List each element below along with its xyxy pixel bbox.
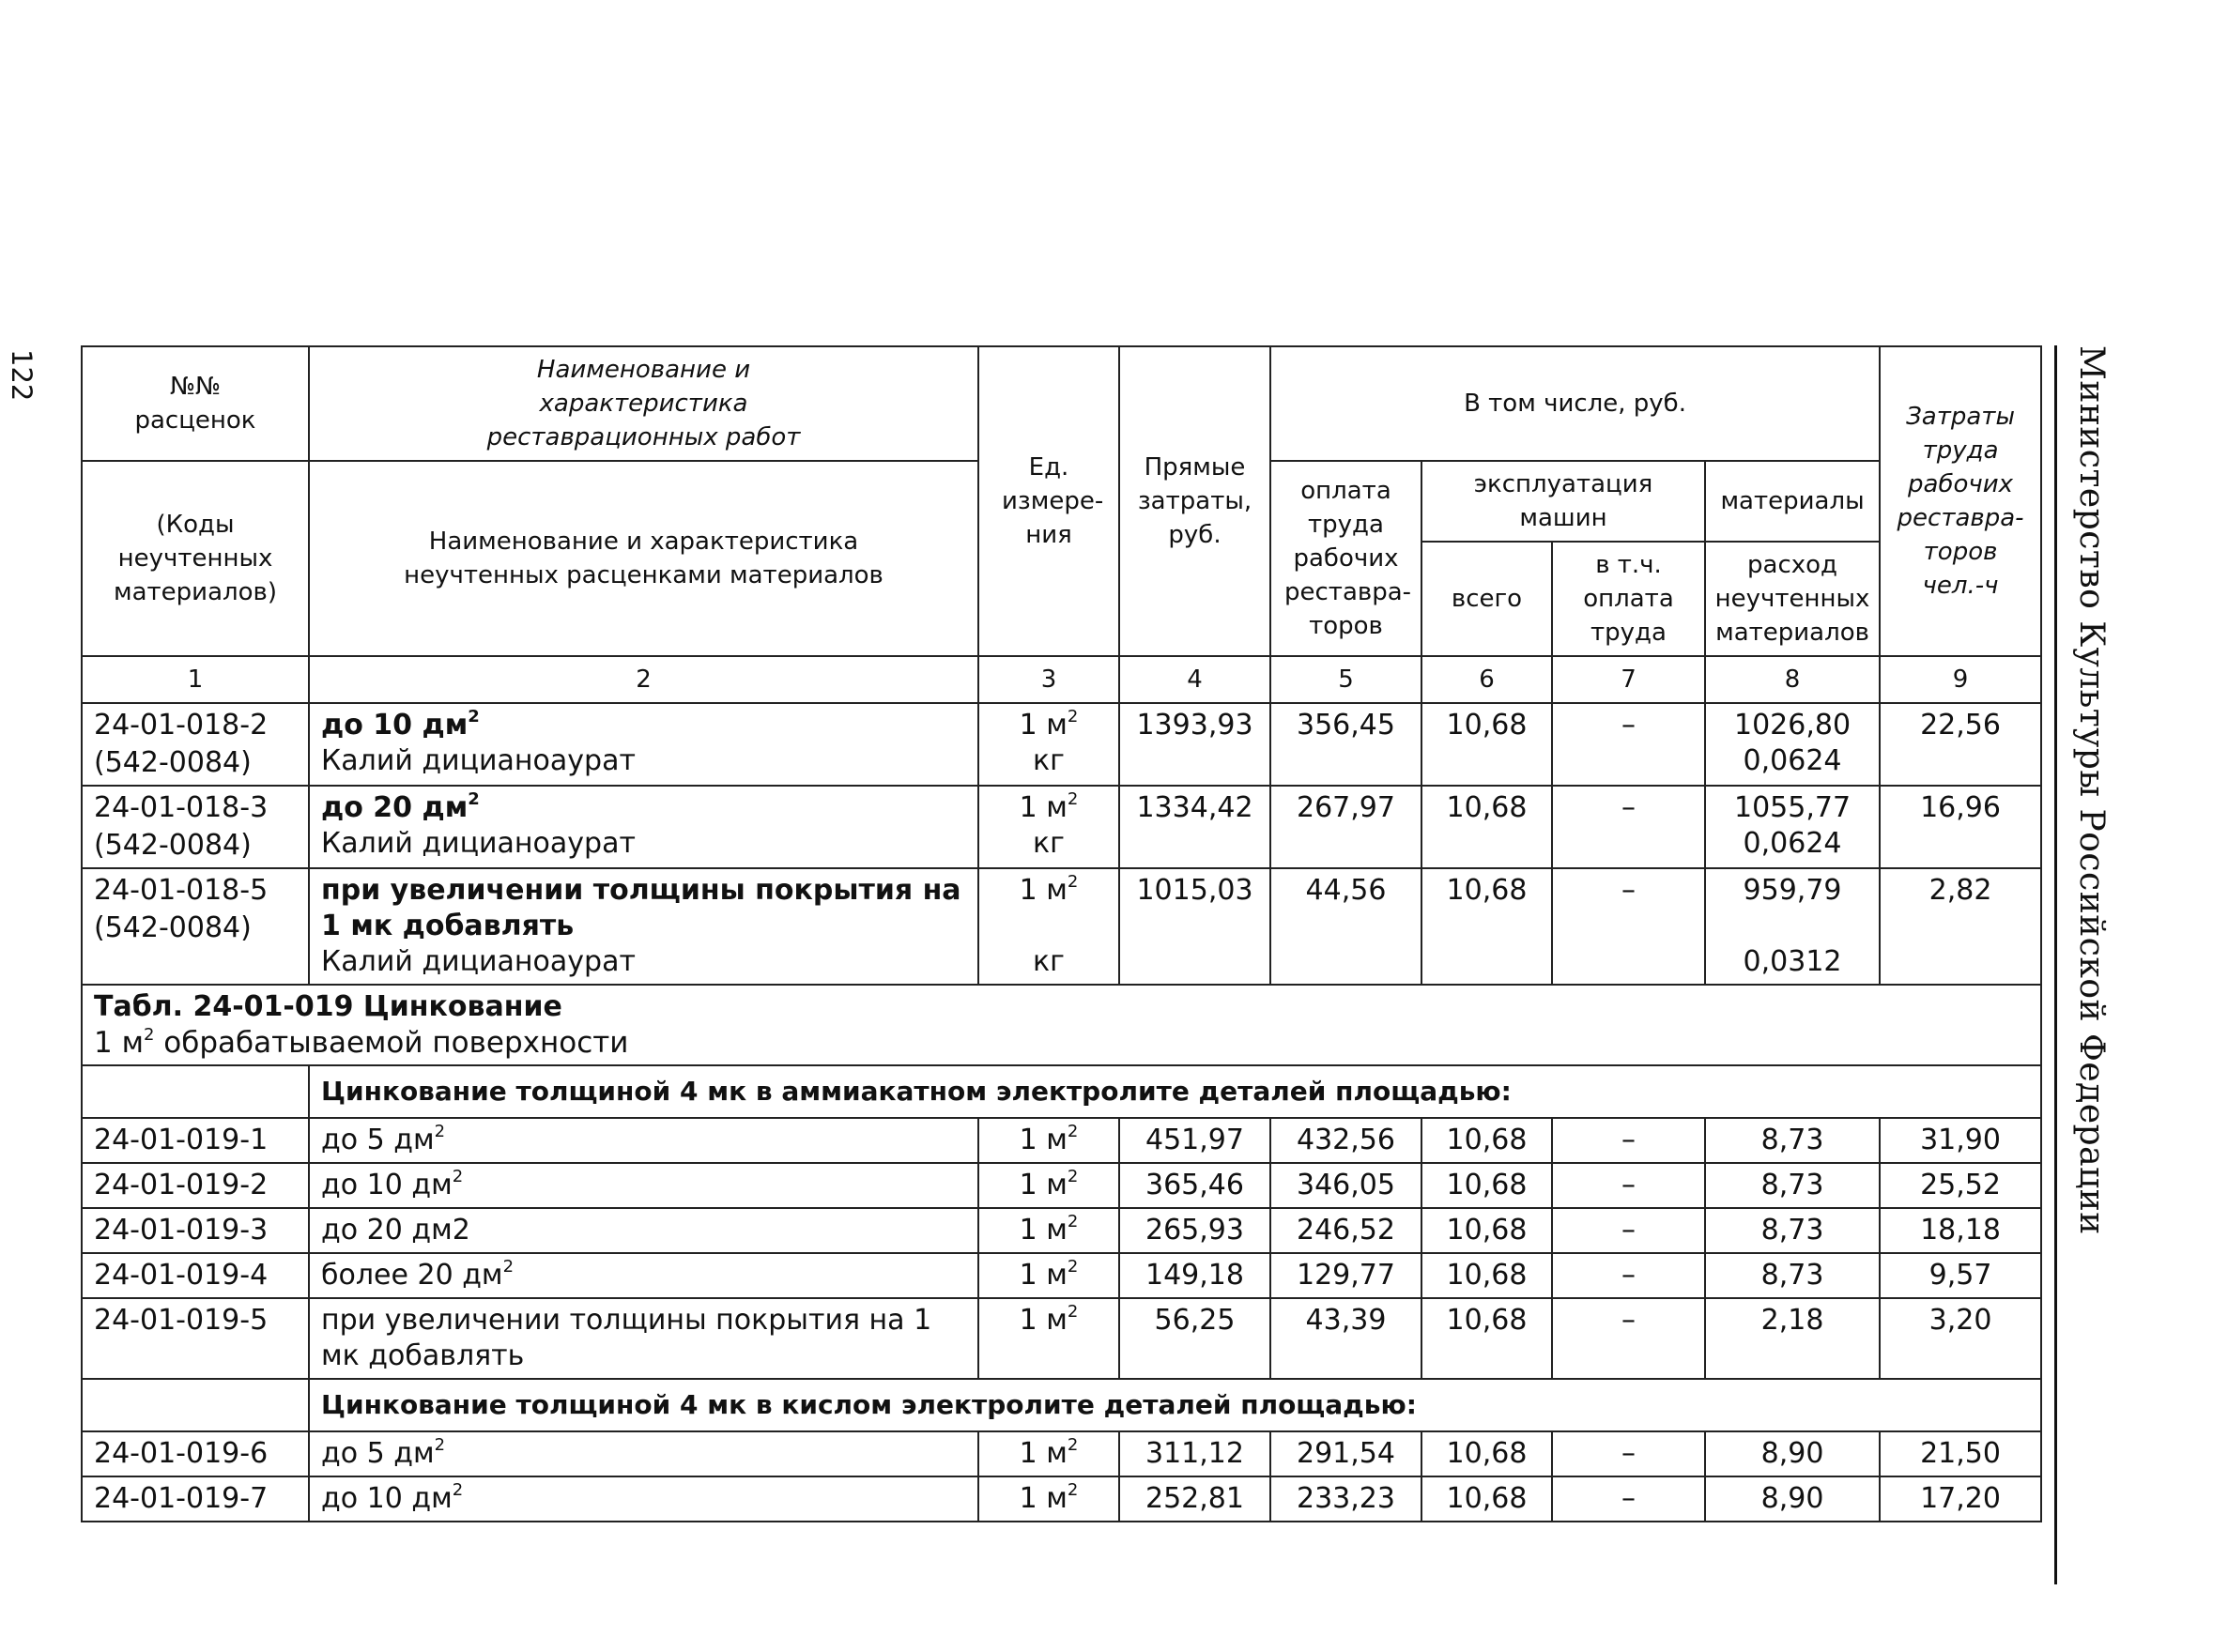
header-machines-labor: в т.ч. оплата труда (1552, 542, 1705, 656)
direct-costs: 1334,42 (1119, 786, 1270, 868)
machines-labor: – (1552, 1476, 1705, 1522)
machines-total: 10,68 (1421, 786, 1552, 868)
machines-labor: – (1552, 1431, 1705, 1476)
side-title: Министерство Культуры Российской Федерации (2072, 345, 2111, 1235)
materials: 8,90 (1705, 1431, 1880, 1476)
unit: 1 $м^2$ кг (978, 868, 1119, 985)
rate-code: 24-01-019-5 (82, 1298, 309, 1379)
column-number: 7 (1552, 656, 1705, 703)
rate-code: 24-01-019-3 (82, 1208, 309, 1253)
group-heading-label: Цинкование толщиной 4 мк в кислом электролите деталей площадью: (309, 1379, 2041, 1431)
column-number: 5 (1270, 656, 1421, 703)
work-name: до 5 $дм^2$ (309, 1118, 978, 1163)
column-number: 9 (1880, 656, 2041, 703)
labor-pay: 44,56 (1270, 868, 1421, 985)
table-row (82, 1431, 2041, 1476)
materials: 8,90 (1705, 1476, 1880, 1522)
header-materials-consumption: расход неучтенных материалов (1705, 542, 1880, 656)
direct-costs: 265,93 (1119, 1208, 1270, 1253)
rate-code: 24-01-018-5 (542-0084) (82, 868, 309, 985)
rate-code: 24-01-018-3 (542-0084) (82, 786, 309, 868)
materials: 8,73 (1705, 1253, 1880, 1298)
rate-code: 24-01-019-4 (82, 1253, 309, 1298)
labor-hours: 16,96 (1880, 786, 2041, 868)
header-work-name: Наименование и характеристика реставрационных работ (309, 346, 978, 461)
labor-pay: 291,54 (1270, 1431, 1421, 1476)
table-row (82, 1253, 2041, 1298)
machines-total: 10,68 (1421, 1208, 1552, 1253)
unit: 1 $м^2$ (978, 1476, 1119, 1522)
table-row (82, 868, 2041, 985)
column-number: 3 (978, 656, 1119, 703)
labor-hours: 9,57 (1880, 1253, 2041, 1298)
table-title: Табл. 24-01-019 Цинкование (94, 990, 562, 1023)
header-unit: Ед. измере-ния (978, 346, 1119, 656)
table-row (82, 1163, 2041, 1208)
labor-hours: 25,52 (1880, 1163, 2041, 1208)
table-caption-cell (82, 985, 2041, 1065)
labor-pay: 356,45 (1270, 703, 1421, 786)
empty-cell (82, 1379, 309, 1431)
direct-costs: 365,46 (1119, 1163, 1270, 1208)
column-number: 6 (1421, 656, 1552, 703)
table-row (82, 1298, 2041, 1379)
group-heading (82, 1379, 2041, 1431)
table-row (82, 703, 2041, 786)
unit: 1 $м^2$ (978, 1208, 1119, 1253)
machines-total: 10,68 (1421, 868, 1552, 985)
header-material-name: Наименование и характеристика неучтенных расценками материалов (309, 461, 978, 656)
column-number: 4 (1119, 656, 1270, 703)
unit: 1 $м^2$ (978, 1163, 1119, 1208)
column-number: 2 (309, 656, 978, 703)
work-name: до 10 $дм^2$ Калий дицианоаурат (309, 703, 978, 786)
materials: 8,73 (1705, 1118, 1880, 1163)
header-material-codes: (Коды неучтенных материалов) (82, 461, 309, 656)
machines-total: 10,68 (1421, 1431, 1552, 1476)
machines-labor: – (1552, 868, 1705, 985)
work-name: до 5 $дм^2$ (309, 1431, 978, 1476)
header-materials: материалы (1705, 461, 1880, 542)
rate-code: 24-01-018-2 (542-0084) (82, 703, 309, 786)
labor-hours: 3,20 (1880, 1298, 2041, 1379)
machines-total: 10,68 (1421, 1253, 1552, 1298)
header-direct-costs: Прямые затраты, руб. (1119, 346, 1270, 656)
work-name: более 20 $дм^2$ (309, 1253, 978, 1298)
labor-hours: 2,82 (1880, 868, 2041, 985)
column-number-row (82, 656, 2041, 703)
rate-code: 24-01-019-7 (82, 1476, 309, 1522)
labor-pay: 233,23 (1270, 1476, 1421, 1522)
header-labor-hours: Затраты труда рабочих реставра-торов чел.-ч (1880, 346, 2041, 656)
header-labor-pay: оплата труда рабочих реставра-торов (1270, 461, 1421, 656)
materials: 8,73 (1705, 1163, 1880, 1208)
materials: 959,79 0,0312 (1705, 868, 1880, 985)
labor-pay: 129,77 (1270, 1253, 1421, 1298)
machines-total: 10,68 (1421, 1163, 1552, 1208)
labor-pay: 43,39 (1270, 1298, 1421, 1379)
header-machines: эксплуатация машин (1421, 461, 1705, 542)
labor-hours: 21,50 (1880, 1431, 2041, 1476)
header-code: №№ расценок (82, 346, 309, 461)
work-name: при увеличении толщины покрытия на 1 мк добавлять (309, 1298, 978, 1379)
table-row (82, 1476, 2041, 1522)
materials: 2,18 (1705, 1298, 1880, 1379)
rate-code: 24-01-019-1 (82, 1118, 309, 1163)
unit: 1 $м^2$ кг (978, 786, 1119, 868)
materials: 1026,80 0,0624 (1705, 703, 1880, 786)
table-row (82, 786, 2041, 868)
table-row (82, 1118, 2041, 1163)
labor-hours: 17,20 (1880, 1476, 2041, 1522)
labor-pay: 267,97 (1270, 786, 1421, 868)
machines-labor: – (1552, 1253, 1705, 1298)
table-caption (82, 985, 2041, 1065)
work-name: до 20 $дм^2$ Калий дицианоаурат (309, 786, 978, 868)
side-rule (2054, 345, 2057, 1584)
machines-labor: – (1552, 1298, 1705, 1379)
direct-costs: 451,97 (1119, 1118, 1270, 1163)
machines-total: 10,68 (1421, 1298, 1552, 1379)
machines-total: 10,68 (1421, 703, 1552, 786)
machines-total: 10,68 (1421, 1118, 1552, 1163)
machines-labor: – (1552, 1163, 1705, 1208)
page-number: 122 (6, 349, 38, 402)
empty-cell (82, 1065, 309, 1118)
labor-pay: 246,52 (1270, 1208, 1421, 1253)
work-name: при увеличении толщины покрытия на 1 мк добавлять Калий дицианоаурат (309, 868, 978, 985)
machines-total: 10,68 (1421, 1476, 1552, 1522)
unit: 1 $м^2$ кг (978, 703, 1119, 786)
machines-labor: – (1552, 786, 1705, 868)
unit: 1 $м^2$ (978, 1298, 1119, 1379)
labor-hours: 18,18 (1880, 1208, 2041, 1253)
work-name: до 20 дм2 (309, 1208, 978, 1253)
price-table (81, 345, 2042, 1522)
labor-pay: 346,05 (1270, 1163, 1421, 1208)
column-number: 1 (82, 656, 309, 703)
table-subtitle: 1 $м^2$ обрабатываемой поверхности (94, 1024, 629, 1060)
direct-costs: 149,18 (1119, 1253, 1270, 1298)
work-name: до 10 $дм^2$ (309, 1163, 978, 1208)
work-name: до 10 $дм^2$ (309, 1476, 978, 1522)
labor-hours: 31,90 (1880, 1118, 2041, 1163)
table-row (82, 1208, 2041, 1253)
materials: 1055,77 0,0624 (1705, 786, 1880, 868)
column-number: 8 (1705, 656, 1880, 703)
machines-labor: – (1552, 1208, 1705, 1253)
unit: 1 $м^2$ (978, 1431, 1119, 1476)
unit: 1 $м^2$ (978, 1118, 1119, 1163)
rate-code: 24-01-019-2 (82, 1163, 309, 1208)
materials: 8,73 (1705, 1208, 1880, 1253)
rate-code: 24-01-019-6 (82, 1431, 309, 1476)
unit: 1 $м^2$ (978, 1253, 1119, 1298)
machines-labor: – (1552, 1118, 1705, 1163)
direct-costs: 311,12 (1119, 1431, 1270, 1476)
group-heading (82, 1065, 2041, 1118)
labor-pay: 432,56 (1270, 1118, 1421, 1163)
machines-labor: – (1552, 703, 1705, 786)
header-group: В том числе, руб. (1270, 346, 1880, 461)
header-machines-total: всего (1421, 542, 1552, 656)
direct-costs: 252,81 (1119, 1476, 1270, 1522)
labor-hours: 22,56 (1880, 703, 2041, 786)
direct-costs: 1015,03 (1119, 868, 1270, 985)
group-heading-label: Цинкование толщиной 4 мк в аммиакатном электролите деталей площадью: (309, 1065, 2041, 1118)
direct-costs: 56,25 (1119, 1298, 1270, 1379)
direct-costs: 1393,93 (1119, 703, 1270, 786)
